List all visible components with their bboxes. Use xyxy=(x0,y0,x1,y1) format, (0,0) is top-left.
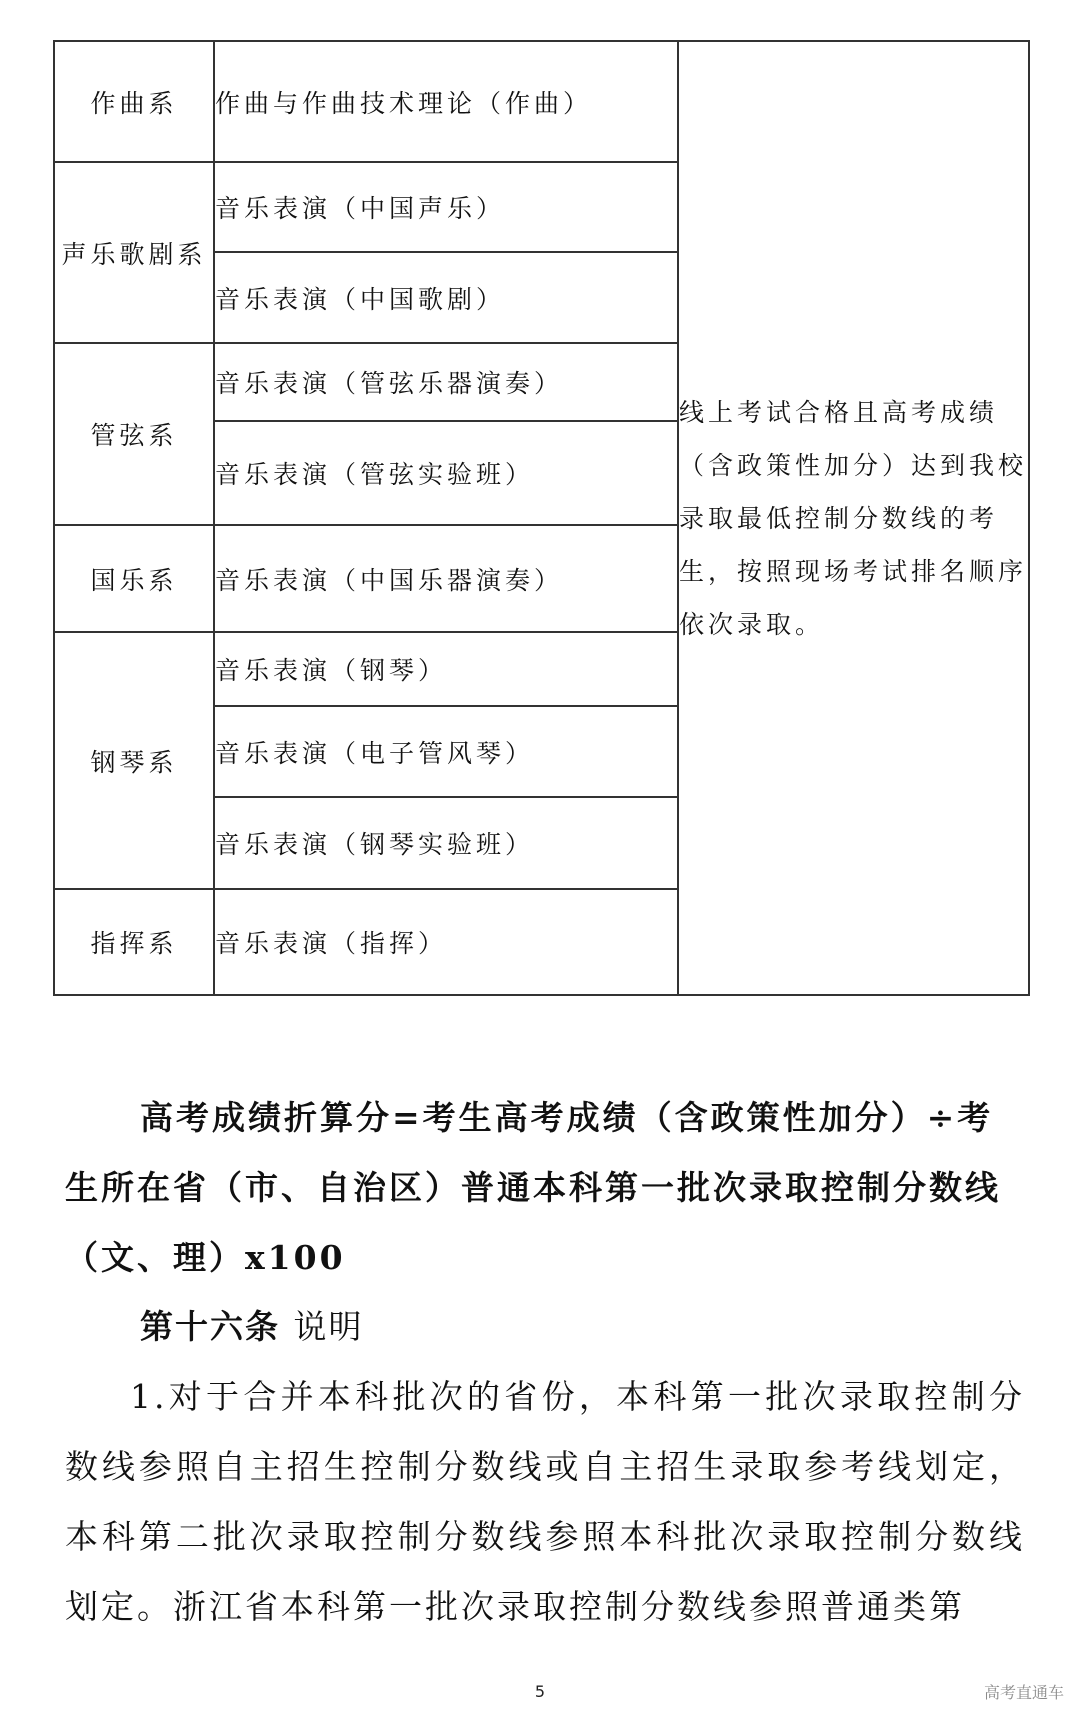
department-cell: 作曲系 xyxy=(54,41,214,162)
major-cell: 音乐表演（管弦乐器演奏） xyxy=(214,343,678,421)
table-row xyxy=(54,41,1029,162)
department-cell: 指挥系 xyxy=(54,889,214,995)
department-cell: 钢琴系 xyxy=(54,632,214,889)
admission-rule-note xyxy=(678,41,1029,995)
department-cell: 国乐系 xyxy=(54,525,214,632)
score-formula: 高考成绩折算分=考生高考成绩（含政策性加分）÷考生所在省（市、自治区）普通本科第一批次录取控制分数线（文、理）x100 xyxy=(65,1098,1001,1277)
major-cell: 音乐表演（中国乐器演奏） xyxy=(214,525,678,632)
department-cell: 声乐歌剧系 xyxy=(54,162,214,343)
major-cell: 音乐表演（指挥） xyxy=(214,889,678,995)
major-cell: 音乐表演（钢琴） xyxy=(214,632,678,706)
article-heading xyxy=(65,1292,1025,1362)
page-number: 5 xyxy=(534,1682,546,1701)
explanation-paragraph: 1.对于合并本科批次的省份，本科第一批次录取控制分数线参照自主招生控制分数线或自主招生录取参考线划定，本科第二批次录取控制分数线参照本科批次录取控制分数线划定。浙江省本科第一批次录取控制分数线参照普通类第 xyxy=(65,1377,1025,1626)
article-number: 第十六条 xyxy=(140,1307,280,1346)
major-cell: 作曲与作曲技术理论（作曲） xyxy=(214,41,678,162)
major-cell: 音乐表演（钢琴实验班） xyxy=(214,797,678,889)
article-subtitle: 说明 xyxy=(293,1307,364,1346)
department-cell: 管弦系 xyxy=(54,343,214,525)
admission-table xyxy=(53,40,1030,996)
admission-rule-text: 线上考试合格且高考成绩（含政策性加分）达到我校录取最低控制分数线的考生，按照现场考试排名顺序依次录取。 xyxy=(679,397,1028,639)
watermark: 高考直通车 xyxy=(983,1683,1064,1702)
major-cell: 音乐表演（管弦实验班） xyxy=(214,421,678,525)
major-cell: 音乐表演（中国歌剧） xyxy=(214,252,678,343)
major-cell: 音乐表演（电子管风琴） xyxy=(214,706,678,797)
major-cell: 音乐表演（中国声乐） xyxy=(214,162,678,252)
